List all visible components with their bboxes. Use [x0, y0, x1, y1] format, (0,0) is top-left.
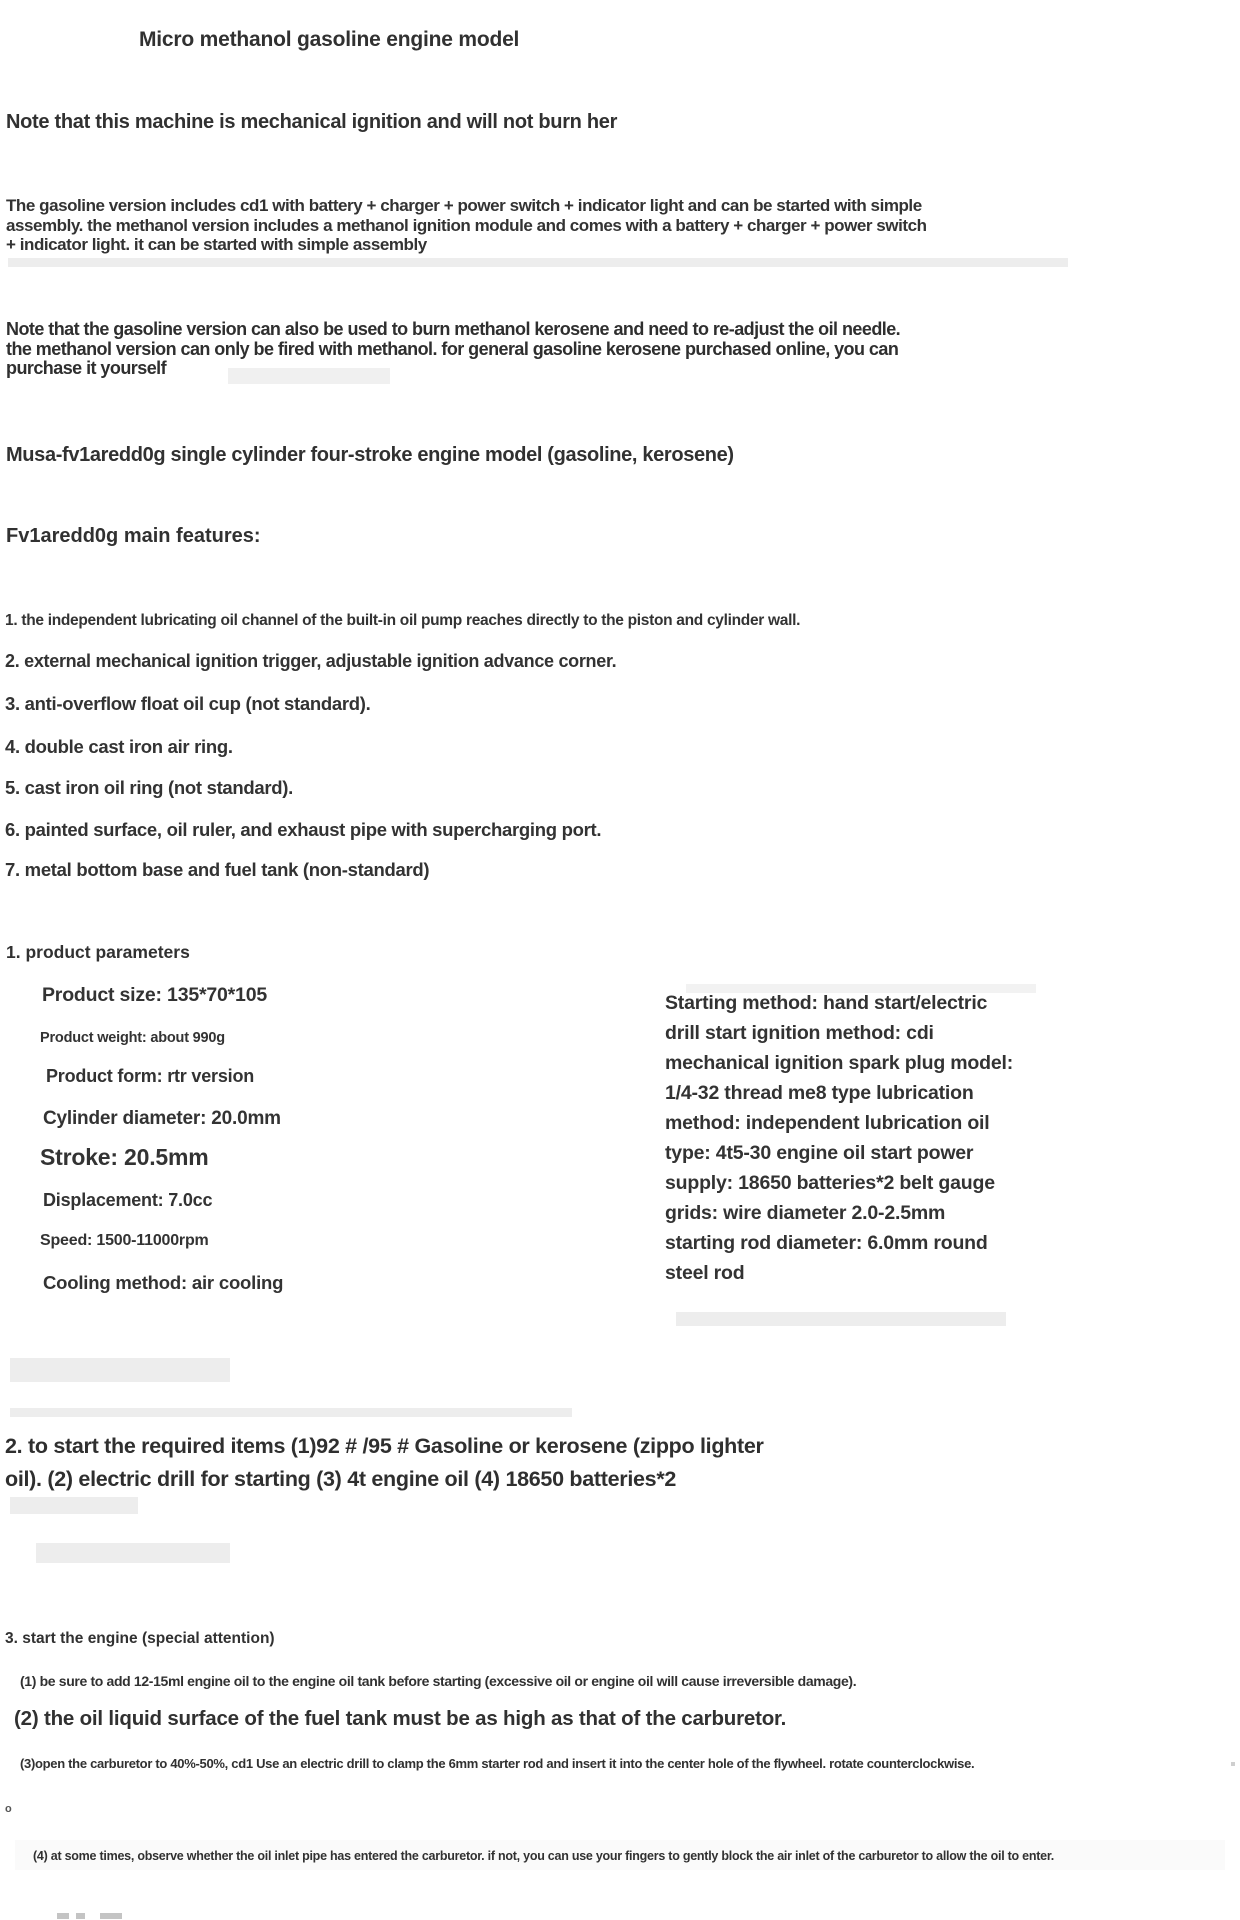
- intro-paragraph: [6, 196, 927, 255]
- parameters-right-column: [665, 988, 1185, 1288]
- param-product-weight: Product weight: about 990g: [40, 1030, 225, 1046]
- param-displacement: Displacement: 7.0cc: [43, 1190, 213, 1210]
- parameters-heading: 1. product parameters: [6, 942, 190, 962]
- model-heading: Musa-fv1aredd0g single cylinder four-stroke engine model (gasoline, kerosene): [6, 444, 734, 466]
- required-items-heading: [5, 1430, 764, 1496]
- start-engine-heading: 3. start the engine (special attention): [5, 1630, 275, 1647]
- required-items-line: oil). (2) electric drill for starting (3) 4t engine oil (4) 18650 batteries*2: [5, 1467, 677, 1491]
- required-items-line: 2. to start the required items (1)92 # /95 # Gasoline or kerosene (zippo lighter: [5, 1434, 764, 1458]
- param-right-line: supply: 18650 batteries*2 belt gauge: [665, 1172, 995, 1194]
- param-cooling-method: Cooling method: air cooling: [43, 1272, 284, 1293]
- highlight-artifact: [36, 1543, 230, 1563]
- features-heading: Fv1aredd0g main features:: [6, 525, 261, 547]
- feature-item: 1. the independent lubricating oil channel of the built-in oil pump reaches directly to the piston and cylinder wall.: [5, 612, 801, 629]
- intro-line: The gasoline version includes cd1 with battery + charger + power switch + indicator light and can be started with simple: [6, 196, 922, 215]
- highlight-artifact: [10, 1408, 572, 1417]
- feature-item: 2. external mechanical ignition trigger, adjustable ignition advance corner.: [5, 651, 617, 671]
- note-line: purchase it yourself: [6, 358, 167, 378]
- param-cylinder-diameter: Cylinder diameter: 20.0mm: [43, 1108, 281, 1129]
- intro-line: assembly. the methanol version includes a methanol ignition module and comes with a battery + charger + power switch: [6, 215, 927, 235]
- intro-line: + indicator light. it can be started with simple assembly: [6, 235, 427, 254]
- param-stroke: Stroke: 20.5mm: [40, 1144, 209, 1170]
- param-right-line: Starting method: hand start/electric: [665, 992, 988, 1014]
- stray-character: o: [5, 1803, 12, 1815]
- stray-mark: [1231, 1762, 1235, 1766]
- start-step-3: (3)open the carburetor to 40%-50%, cd1 Use an electric drill to clamp the 6mm starter rod and insert it into the center hole of the flywheel. rotate counterclockwise.: [20, 1756, 975, 1771]
- param-right-line: grids: wire diameter 2.0-2.5mm: [665, 1202, 946, 1224]
- highlight-artifact: [10, 1358, 230, 1382]
- start-step-2: (2) the oil liquid surface of the fuel tank must be as high as that of the carburetor.: [14, 1707, 787, 1730]
- param-product-size: Product size: 135*70*105: [42, 984, 267, 1006]
- param-right-line: type: 4t5-30 engine oil start power: [665, 1142, 974, 1164]
- warning-heading: Note that this machine is mechanical ignition and will not burn her: [6, 111, 618, 133]
- feature-item: 7. metal bottom base and fuel tank (non-standard): [5, 859, 430, 880]
- param-right-line: starting rod diameter: 6.0mm round: [665, 1232, 988, 1254]
- highlight-artifact: [10, 1497, 138, 1514]
- param-right-line: drill start ignition method: cdi: [665, 1022, 934, 1044]
- note-line: the methanol version can only be fired with methanol. for general gasoline kerosene purchased online, you can: [6, 338, 899, 359]
- note-line: Note that the gasoline version can also be used to burn methanol kerosene and need to re-adjust the oil needle.: [6, 319, 901, 339]
- feature-item: 5. cast iron oil ring (not standard).: [5, 777, 294, 798]
- cutoff-text-fragment: [100, 1913, 122, 1919]
- start-step-1: (1) be sure to add 12-15ml engine oil to the engine oil tank before starting (excessive oil or engine oil will cause irreversible damage).: [20, 1673, 857, 1689]
- cutoff-text-fragment: [57, 1913, 69, 1919]
- page-title: Micro methanol gasoline engine model: [139, 28, 520, 51]
- note-paragraph: [6, 320, 900, 379]
- param-right-line: method: independent lubrication oil: [665, 1112, 990, 1134]
- feature-item: 6. painted surface, oil ruler, and exhaust pipe with supercharging port.: [5, 819, 602, 840]
- param-speed: Speed: 1500-11000rpm: [40, 1232, 209, 1249]
- feature-item: 4. double cast iron air ring.: [5, 736, 233, 757]
- cutoff-text-fragment: [76, 1913, 85, 1919]
- highlight-artifact: [676, 1312, 1006, 1326]
- feature-item: 3. anti-overflow float oil cup (not standard).: [5, 693, 371, 714]
- start-step-4: (4) at some times, observe whether the oil inlet pipe has entered the carburetor. if not, you can use your fingers to gently block the air inlet of the carburetor to allow the oil to enter.: [33, 1849, 1055, 1863]
- param-right-line: mechanical ignition spark plug model:: [665, 1052, 1013, 1074]
- param-right-line: 1/4-32 thread me8 type lubrication: [665, 1082, 974, 1104]
- highlight-artifact: [8, 258, 1068, 267]
- param-product-form: Product form: rtr version: [46, 1066, 255, 1086]
- param-right-line: steel rod: [665, 1262, 745, 1284]
